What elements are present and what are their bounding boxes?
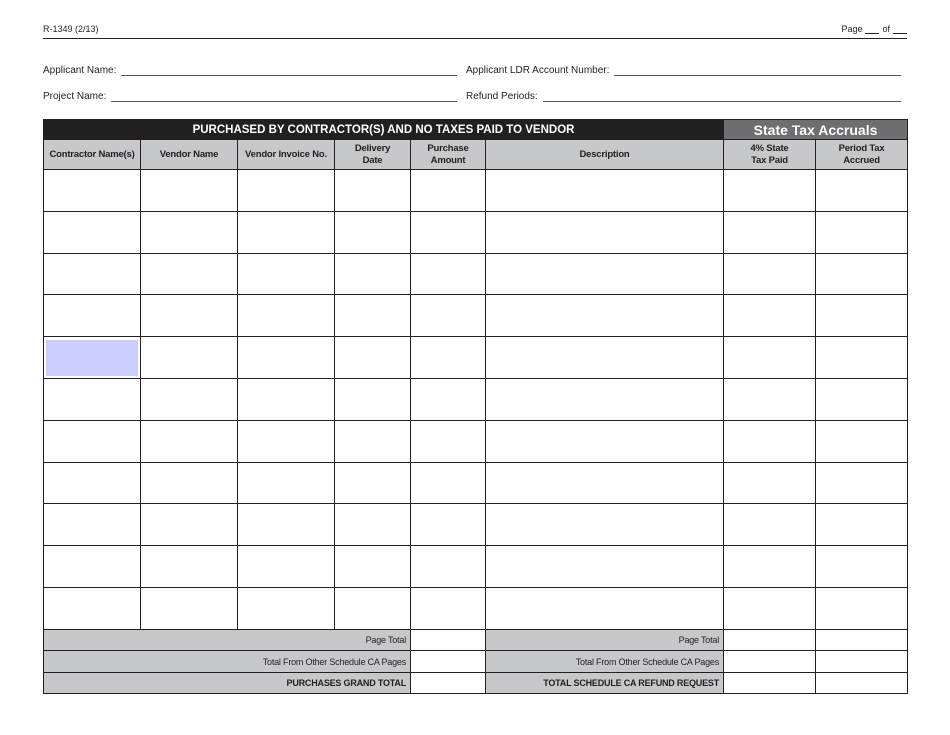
- cell-vendor-invoice[interactable]: [238, 170, 335, 212]
- totals-left-value[interactable]: [411, 672, 486, 694]
- cell-delivery-date[interactable]: [335, 546, 411, 588]
- table-row: [44, 504, 908, 546]
- totals-row: [44, 672, 908, 694]
- cell-purchase-amount[interactable]: [411, 462, 486, 504]
- table-row: [44, 253, 908, 295]
- cell-period-tax-accrued[interactable]: [816, 420, 908, 462]
- cell-contractor-name[interactable]: [44, 504, 141, 546]
- column-header-vendor-invoice: Vendor Invoice No.: [238, 140, 335, 170]
- cell-delivery-date[interactable]: [335, 170, 411, 212]
- cell-purchase-amount[interactable]: [411, 504, 486, 546]
- cell-period-tax-accrued[interactable]: [816, 253, 908, 295]
- totals-row: [44, 651, 908, 673]
- cell-period-tax-accrued[interactable]: [816, 295, 908, 337]
- project-name-label: Project Name:: [43, 91, 107, 102]
- page-indicator: [841, 24, 907, 34]
- cell-state-tax-paid[interactable]: [724, 378, 816, 420]
- cell-delivery-date[interactable]: [335, 504, 411, 546]
- cell-vendor-name[interactable]: [141, 378, 238, 420]
- table-body: [44, 170, 908, 630]
- cell-description[interactable]: [486, 253, 724, 295]
- cell-contractor-name[interactable]: [44, 378, 141, 420]
- column-header-row: [44, 140, 908, 170]
- cell-vendor-invoice[interactable]: [238, 253, 335, 295]
- schedule-ca-table: [43, 119, 908, 694]
- cell-vendor-name[interactable]: [141, 420, 238, 462]
- cell-purchase-amount[interactable]: [411, 295, 486, 337]
- section-title-no: NO: [415, 123, 433, 136]
- cell-delivery-date[interactable]: [335, 295, 411, 337]
- totals-right-label: Total From Other Schedule CA Pages: [486, 651, 724, 673]
- cell-description[interactable]: [486, 378, 724, 420]
- totals-left-value[interactable]: [411, 629, 486, 651]
- cell-contractor-name[interactable]: [44, 462, 141, 504]
- cell-contractor-name[interactable]: [44, 295, 141, 337]
- cell-delivery-date[interactable]: [335, 378, 411, 420]
- cell-description[interactable]: [486, 337, 724, 379]
- column-header-contractor-name: Contractor Name(s): [44, 140, 141, 170]
- table-row: [44, 337, 908, 379]
- totals-row: [44, 629, 908, 651]
- cell-description[interactable]: [486, 462, 724, 504]
- cell-contractor-name[interactable]: [44, 420, 141, 462]
- table-row: [44, 546, 908, 588]
- applicant-ldr-account-label: Applicant LDR Account Number:: [466, 65, 610, 76]
- totals-period-tax-value[interactable]: [816, 629, 908, 651]
- cell-description[interactable]: [486, 587, 724, 629]
- cell-purchase-amount[interactable]: [411, 253, 486, 295]
- applicant-name-label: Applicant Name:: [43, 65, 117, 76]
- page-number-field[interactable]: [865, 25, 879, 34]
- column-header-vendor-name: Vendor Name: [141, 140, 238, 170]
- refund-periods-row: [466, 88, 901, 102]
- cell-period-tax-accrued[interactable]: [816, 211, 908, 253]
- cell-vendor-name[interactable]: [141, 211, 238, 253]
- cell-delivery-date[interactable]: [335, 587, 411, 629]
- cell-vendor-invoice[interactable]: [238, 295, 335, 337]
- cell-vendor-invoice[interactable]: [238, 420, 335, 462]
- cell-vendor-invoice[interactable]: [238, 337, 335, 379]
- totals-left-label: Page Total: [44, 629, 411, 651]
- cell-state-tax-paid[interactable]: [724, 295, 816, 337]
- cell-vendor-name[interactable]: [141, 504, 238, 546]
- applicant-name-row: [43, 62, 457, 76]
- cell-period-tax-accrued[interactable]: [816, 587, 908, 629]
- cell-purchase-amount[interactable]: [411, 211, 486, 253]
- totals-left-value[interactable]: [411, 651, 486, 673]
- page-label: Page: [841, 24, 863, 34]
- cell-state-tax-paid[interactable]: [724, 587, 816, 629]
- table-row: [44, 420, 908, 462]
- cell-description[interactable]: [486, 420, 724, 462]
- cell-state-tax-paid[interactable]: [724, 211, 816, 253]
- cell-contractor-name[interactable]: [44, 546, 141, 588]
- totals-left-label: PURCHASES GRAND TOTAL: [44, 672, 411, 694]
- cell-vendor-name[interactable]: [141, 170, 238, 212]
- totals-state-tax-value[interactable]: [724, 651, 816, 673]
- cell-state-tax-paid[interactable]: [724, 504, 816, 546]
- cell-vendor-invoice[interactable]: [238, 378, 335, 420]
- cell-vendor-name[interactable]: [141, 253, 238, 295]
- header-divider: [43, 38, 907, 39]
- cell-delivery-date[interactable]: [335, 462, 411, 504]
- cell-description[interactable]: [486, 546, 724, 588]
- cell-vendor-invoice[interactable]: [238, 462, 335, 504]
- cell-vendor-name[interactable]: [141, 546, 238, 588]
- column-header-period-tax-accrued: Period Tax Accrued: [816, 140, 908, 170]
- table-row: [44, 170, 908, 212]
- cell-vendor-name[interactable]: [141, 587, 238, 629]
- cell-state-tax-paid[interactable]: [724, 420, 816, 462]
- cell-period-tax-accrued[interactable]: [816, 546, 908, 588]
- cell-delivery-date[interactable]: [335, 253, 411, 295]
- totals-state-tax-value[interactable]: [724, 629, 816, 651]
- column-header-state-tax-paid: 4% State Tax Paid: [724, 140, 816, 170]
- totals-period-tax-value[interactable]: [816, 651, 908, 673]
- totals-body: [44, 629, 908, 694]
- cell-delivery-date[interactable]: [335, 420, 411, 462]
- section-title-pre: PURCHASED BY CONTRACTOR(S) AND: [192, 123, 416, 136]
- cell-period-tax-accrued[interactable]: [816, 504, 908, 546]
- cell-contractor-name[interactable]: [44, 587, 141, 629]
- cell-description[interactable]: [486, 211, 724, 253]
- applicant-name-input[interactable]: [121, 65, 457, 76]
- table-row: [44, 378, 908, 420]
- cell-period-tax-accrued[interactable]: [816, 462, 908, 504]
- totals-left-label: Total From Other Schedule CA Pages: [44, 651, 411, 673]
- cell-purchase-amount[interactable]: [411, 378, 486, 420]
- cell-period-tax-accrued[interactable]: [816, 378, 908, 420]
- project-name-row: [43, 88, 457, 102]
- cell-state-tax-paid[interactable]: [724, 170, 816, 212]
- cell-state-tax-paid[interactable]: [724, 546, 816, 588]
- totals-period-tax-value[interactable]: [816, 672, 908, 694]
- table-row: [44, 462, 908, 504]
- cell-vendor-name[interactable]: [141, 295, 238, 337]
- column-header-description: Description: [486, 140, 724, 170]
- cell-purchase-amount[interactable]: [411, 337, 486, 379]
- cell-period-tax-accrued[interactable]: [816, 170, 908, 212]
- column-header-delivery-date: Delivery Date: [335, 140, 411, 170]
- cell-contractor-name[interactable]: [44, 253, 141, 295]
- project-name-input[interactable]: [111, 91, 457, 102]
- section-title: [44, 120, 724, 140]
- refund-periods-label: Refund Periods:: [466, 91, 538, 102]
- applicant-ldr-account-row: [466, 62, 901, 76]
- cell-contractor-name[interactable]: [44, 170, 141, 212]
- page-count-field[interactable]: [893, 25, 907, 34]
- cell-purchase-amount[interactable]: [411, 420, 486, 462]
- cell-description[interactable]: [486, 295, 724, 337]
- cell-vendor-name[interactable]: [141, 337, 238, 379]
- cell-vendor-invoice[interactable]: [238, 211, 335, 253]
- cell-contractor-name[interactable]: [44, 337, 141, 379]
- applicant-ldr-account-input[interactable]: [614, 65, 901, 76]
- of-label: of: [882, 24, 890, 34]
- refund-periods-input[interactable]: [543, 91, 901, 102]
- table-row: [44, 295, 908, 337]
- table-row: [44, 587, 908, 629]
- totals-state-tax-value[interactable]: [724, 672, 816, 694]
- cell-description[interactable]: [486, 170, 724, 212]
- cell-vendor-invoice[interactable]: [238, 546, 335, 588]
- cell-purchase-amount[interactable]: [411, 170, 486, 212]
- cell-purchase-amount[interactable]: [411, 587, 486, 629]
- cell-state-tax-paid[interactable]: [724, 462, 816, 504]
- form-id: R-1349 (2/13): [43, 24, 99, 34]
- cell-period-tax-accrued[interactable]: [816, 337, 908, 379]
- cell-delivery-date[interactable]: [335, 211, 411, 253]
- cell-purchase-amount[interactable]: [411, 546, 486, 588]
- cell-delivery-date[interactable]: [335, 337, 411, 379]
- section-title-post: TAXES PAID TO VENDOR: [432, 123, 575, 136]
- cell-vendor-name[interactable]: [141, 462, 238, 504]
- column-header-purchase-amount: Purchase Amount: [411, 140, 486, 170]
- accruals-title: State Tax Accruals: [724, 120, 908, 140]
- cell-state-tax-paid[interactable]: [724, 337, 816, 379]
- totals-right-label: TOTAL SCHEDULE CA REFUND REQUEST: [486, 672, 724, 694]
- cell-vendor-invoice[interactable]: [238, 504, 335, 546]
- cell-contractor-name[interactable]: [44, 211, 141, 253]
- cell-vendor-invoice[interactable]: [238, 587, 335, 629]
- table-row: [44, 211, 908, 253]
- totals-right-label: Page Total: [486, 629, 724, 651]
- focused-input-highlight[interactable]: [46, 340, 138, 376]
- cell-description[interactable]: [486, 504, 724, 546]
- cell-state-tax-paid[interactable]: [724, 253, 816, 295]
